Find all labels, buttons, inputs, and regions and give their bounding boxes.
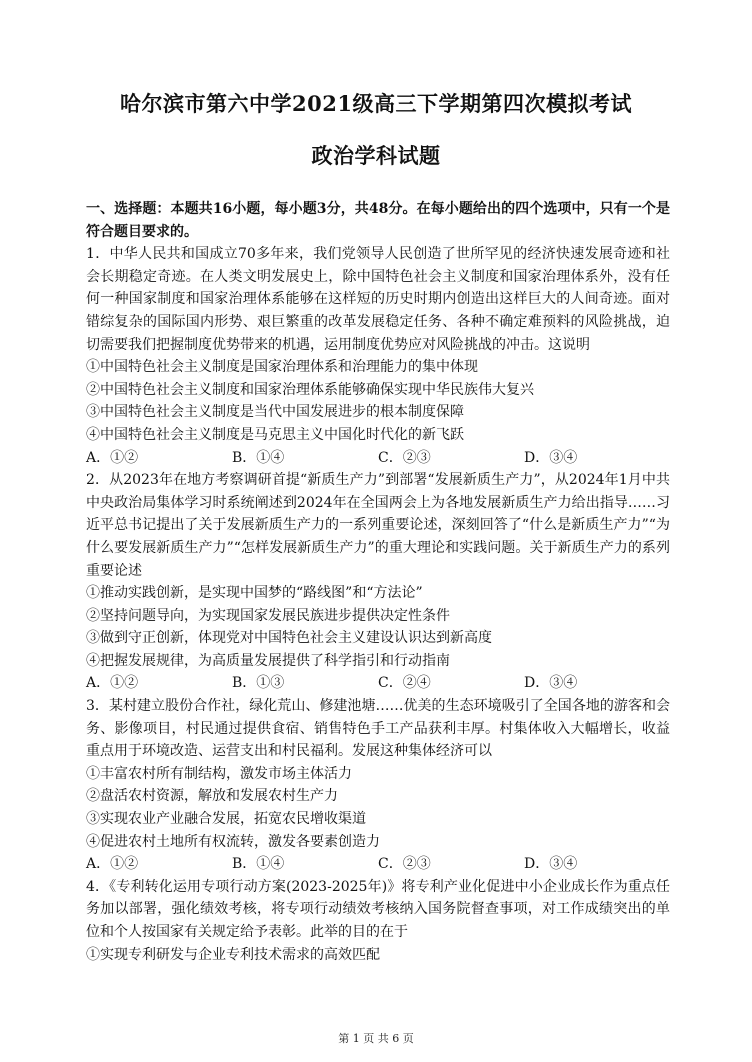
statement-option: ④促进农村土地所有权流转，激发各要素创造力: [86, 833, 380, 850]
statement-option: ③做到守正创新，体现党对中国特色社会主义建设认识达到新高度: [86, 630, 492, 647]
choice-c: C．②④: [378, 675, 431, 692]
statement-option: ③实现农业产业融合发展，拓宽农民增收渠道: [86, 811, 366, 828]
statement-option: ②中国特色社会主义制度和国家治理体系能够确保实现中华民族伟大复兴: [86, 381, 534, 398]
choice-a: A．①②: [86, 675, 139, 692]
choice-a: A．①②: [86, 856, 139, 873]
choice-c: C．②③: [378, 449, 431, 466]
statement-option: ①中国特色社会主义制度是国家治理体系和治理能力的集中体现: [86, 359, 478, 376]
exam-subtitle: 政治学科试题: [311, 143, 441, 168]
statement-option: ④中国特色社会主义制度是马克思主义中国化时代化的新飞跃: [86, 426, 464, 443]
statement-option: ①实现专利研发与企业专利技术需求的高效匹配: [86, 946, 380, 963]
choice-b: B．①③: [232, 675, 285, 692]
statement-option: ③中国特色社会主义制度是当代中国发展进步的根本制度保障: [86, 404, 464, 421]
choice-b: B．①④: [232, 856, 285, 873]
question-stem: 3．某村建立股份合作社，绿化荒山、修建池塘……优美的生态环境吸引了全国各地的游客和会务、影像项目，村民通过提供食宿、销售特色手工产品获利丰厚。村集体收入大幅增长，收益重点用于环境改造、运营支出和村民福利。发展这种集体经济可以: [86, 698, 670, 760]
exam-title: 哈尔滨市第六中学2021级高三下学期第四次模拟考试: [120, 91, 632, 116]
choice-b: B．①④: [232, 449, 285, 466]
exam-content: [86, 198, 670, 966]
statement-option: ①丰富农村所有制结构，激发市场主体活力: [86, 765, 352, 782]
question-stem: 1．中华人民共和国成立70多年来，我们党领导人民创造了世所罕见的经济快速发展奇迹和社会长期稳定奇迹。在人类文明发展史上，除中国特色社会主义制度和国家治理体系外，没有任何一种国家制度和国家治理体系能够在这样短的历史时期内创造出这样巨大的人间奇迹。面对错综复杂的国际国内形势、艰巨繁重的改革发展稳定任务、各种不确定难预料的风险挑战，迫切需要我们把握制度优势带来的机遇，运用制度优势应对风险挑战的冲击。这说明: [86, 246, 670, 353]
answer-choices: [86, 672, 670, 695]
page-footer: 第 1 页 共 6 页: [338, 1032, 414, 1045]
statement-option: ②坚持问题导向，为实现国家发展民族进步提供决定性条件: [86, 607, 450, 624]
statement-option: ②盘活农村资源，解放和发展农村生产力: [86, 788, 338, 805]
question-stem: 2．从2023年在地方考察调研首提“新质生产力”到部署“发展新质生产力”，从2024年1月中共中央政治局集体学习时系统阐述到2024年在全国两会上为各地发展新质生产力给出指导……习近平总书记提出了关于发展新质生产力的一系列重要论述，深刻回答了“什么是新质生产力”“为什么要发展新质生产力”“怎样发展新质生产力”的重大理论和实践问题。关于新质生产力的系列重要论述: [86, 472, 670, 579]
answer-choices: [86, 853, 670, 876]
question-stem: 4．《专利转化运用专项行动方案(2023-2025年)》将专利产业化促进中小企业成长作为重点任务加以部署，强化绩效考核，将专项行动绩效考核纳入国务院督查事项，对工作成绩突出的单位和个人按国家有关规定给予表彰。此举的目的在于: [86, 878, 670, 940]
choice-d: D．③④: [524, 449, 578, 466]
choice-c: C．②③: [378, 856, 431, 873]
statement-option: ①推动实践创新，是实现中国梦的“路线图”和“方法论”: [86, 585, 423, 602]
statement-option: ④把握发展规律，为高质量发展提供了科学指引和行动指南: [86, 652, 450, 669]
section-heading: 一、选择题：本题共16小题，每小题3分，共48分。在每小题给出的四个选项中，只有一个是符合题目要求的。: [86, 201, 670, 240]
answer-choices: [86, 447, 670, 470]
choice-a: A．①②: [86, 449, 139, 466]
choice-d: D．③④: [524, 856, 578, 873]
choice-d: D．③④: [524, 675, 578, 692]
